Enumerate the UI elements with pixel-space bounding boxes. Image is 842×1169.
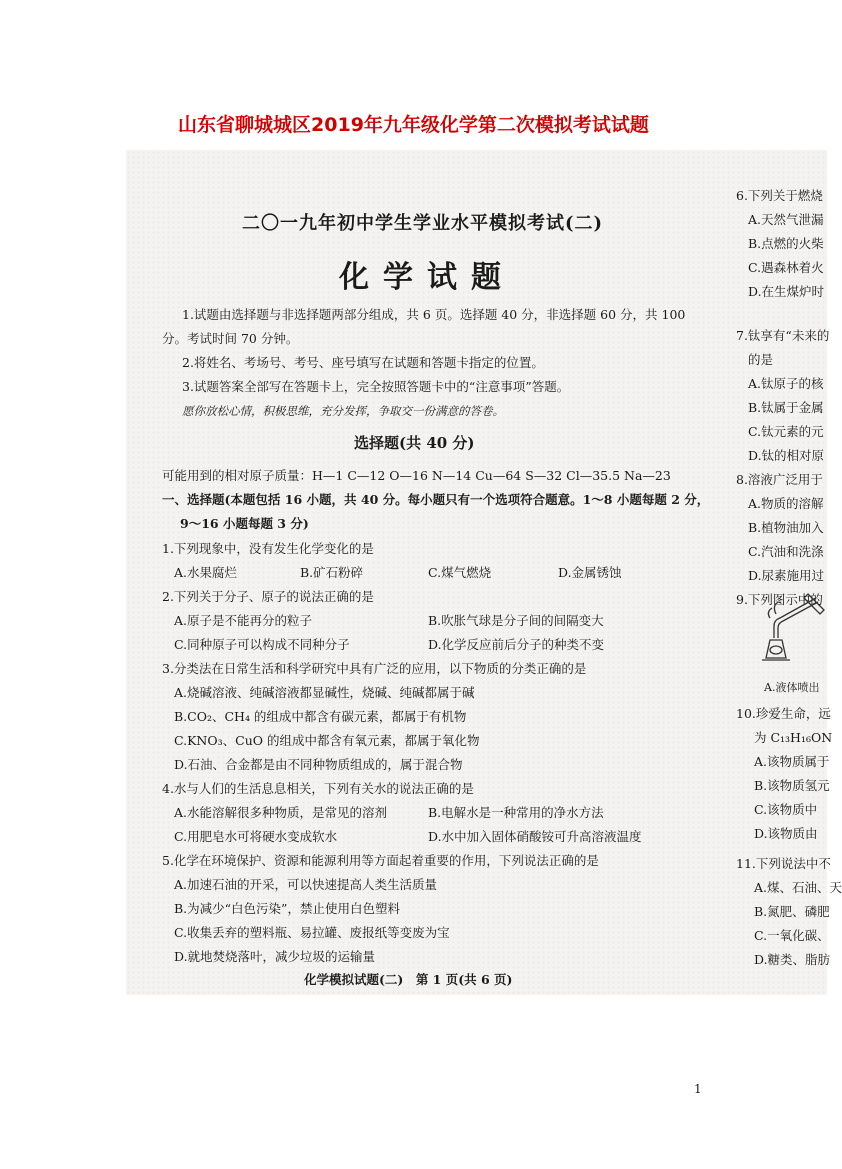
right-line: C.汽油和洗涤 bbox=[748, 544, 824, 559]
note-line: 分。考试时间 70 分钟。 bbox=[162, 331, 299, 346]
option: B.为减少“白色污染”，禁止使用白色塑料 bbox=[174, 901, 400, 916]
option: C.用肥皂水可将硬水变成软水 bbox=[174, 829, 338, 844]
option: D.就地焚烧落叶，减少垃圾的运输量 bbox=[174, 949, 376, 964]
right-line: 8.溶液广泛用于 bbox=[736, 472, 823, 487]
instruction-line: 9～16 小题每题 3 分) bbox=[180, 516, 309, 531]
option: B.CO₂、CH₄ 的组成中都含有碳元素，都属于有机物 bbox=[174, 709, 467, 724]
option: D.水中加入固体硝酸铵可升高溶液温度 bbox=[428, 829, 642, 844]
note-line: 1.试题由选择题与非选择题两部分组成，共 6 页。选择题 40 分，非选择题 60 分，共 100 bbox=[182, 307, 686, 322]
question-stem: 2.下列关于分子、原子的说法正确的是 bbox=[162, 589, 374, 604]
right-line: A.物质的溶解 bbox=[748, 496, 824, 511]
option: A.水果腐烂 bbox=[174, 565, 238, 580]
right-line: C.该物质中 bbox=[754, 802, 818, 817]
right-line: 9.下列图示中的 bbox=[736, 592, 823, 607]
right-line: D.糖类、脂肪 bbox=[754, 952, 831, 967]
right-line: 的是 bbox=[748, 352, 774, 367]
option: B.矿石粉碎 bbox=[300, 565, 364, 580]
question-stem: 5.化学在环境保护、资源和能源利用等方面起着重要的作用，下列说法正确的是 bbox=[162, 853, 599, 868]
section-title: 选择题(共 40 分) bbox=[354, 434, 475, 452]
right-line: C.钛元素的元 bbox=[748, 424, 824, 439]
right-line: B.植物油加入 bbox=[748, 520, 824, 535]
option: D.石油、合金都是由不同种物质组成的，属于混合物 bbox=[174, 757, 463, 772]
note-line: 2.将姓名、考场号、考号、座号填写在试题和答题卡指定的位置。 bbox=[182, 355, 544, 370]
right-line: D.尿素施用过 bbox=[748, 568, 825, 583]
atomic-masses: 可能用到的相对原子质量：H—1 C—12 O—16 N—14 Cu—64 S—32 Cl—35.5 Na—23 bbox=[162, 468, 671, 483]
option: A.原子是不能再分的粒子 bbox=[174, 613, 313, 628]
document-title: 山东省聊城城区2019年九年级化学第二次模拟考试试题 bbox=[178, 114, 649, 136]
option: C.煤气燃烧 bbox=[428, 565, 492, 580]
option: C.收集丢弃的塑料瓶、易拉罐、废报纸等变废为宝 bbox=[174, 925, 450, 940]
option: C.KNO₃、CuO 的组成中都含有氧元素，都属于氧化物 bbox=[174, 733, 480, 748]
option: A.加速石油的开采，可以快速提高人类生活质量 bbox=[174, 877, 438, 892]
right-line: D.钛的相对原 bbox=[748, 448, 825, 463]
left-column bbox=[126, 150, 710, 995]
right-line: B.氮肥、磷肥 bbox=[754, 904, 830, 919]
figure-caption: A.液体喷出 bbox=[764, 681, 820, 694]
right-line: B.该物质氢元 bbox=[754, 778, 830, 793]
right-line: D.该物质由 bbox=[754, 826, 818, 841]
instruction-line: 一、选择题(本题包括 16 小题，共 40 分。每小题只有一个选项符合题意。1～8 小题每题 2 分， bbox=[162, 492, 710, 507]
right-line: D.在生煤炉时 bbox=[748, 284, 825, 299]
scanned-exam-page bbox=[126, 150, 842, 995]
page-footer: 化学模拟试题(二) 第 1 页(共 6 页) bbox=[304, 972, 513, 987]
option: D.化学反应前后分子的种类不变 bbox=[428, 637, 605, 652]
option: D.金属锈蚀 bbox=[558, 565, 622, 580]
right-line: 6.下列关于燃烧 bbox=[736, 188, 823, 203]
lab-apparatus-illustration bbox=[756, 588, 827, 668]
right-line: 10.珍爱生命，远 bbox=[736, 706, 831, 721]
right-line: B.点燃的火柴 bbox=[748, 236, 824, 251]
note-line: 3.试题答案全部写在答题卡上，完全按照答题卡中的“注意事项”答题。 bbox=[182, 379, 570, 394]
exam-subtitle: 二〇一九年初中学生学业水平模拟考试(二) bbox=[242, 213, 604, 234]
option: C.同种原子可以构成不同种分子 bbox=[174, 637, 350, 652]
right-line: C.遇森林着火 bbox=[748, 260, 824, 275]
right-line: A.天然气泄漏 bbox=[748, 212, 824, 227]
exam-main-title: 化学试题 bbox=[339, 260, 515, 295]
question-stem: 3.分类法在日常生活和科学研究中具有广泛的应用，以下物质的分类正确的是 bbox=[162, 661, 587, 676]
option: A.水能溶解很多种物质，是常见的溶剂 bbox=[174, 805, 388, 820]
right-line: A.该物质属于 bbox=[754, 754, 830, 769]
option: B.电解水是一种常用的净水方法 bbox=[428, 805, 604, 820]
right-line: 为 C₁₃H₁₆ON bbox=[754, 730, 833, 745]
right-line: 7.钛享有“未来的 bbox=[736, 328, 830, 343]
page-number: 1 bbox=[694, 1082, 702, 1096]
right-line: B.钛属于金属 bbox=[748, 400, 824, 415]
question-stem: 1.下列现象中，没有发生化学变化的是 bbox=[162, 541, 374, 556]
right-line: 11.下列说法中不 bbox=[736, 856, 831, 871]
option: B.吹胀气球是分子间的间隔变大 bbox=[428, 613, 604, 628]
right-line: C.一氧化碳、 bbox=[754, 928, 830, 943]
right-column-cutoff bbox=[736, 150, 842, 995]
question-stem: 4.水与人们的生活息息相关，下列有关水的说法正确的是 bbox=[162, 781, 474, 796]
option: A.烧碱溶液、纯碱溶液都显碱性，烧碱、纯碱都属于碱 bbox=[174, 685, 475, 700]
encouragement: 愿你放松心情，积极思维，充分发挥，争取交一份满意的答卷。 bbox=[182, 404, 504, 418]
right-line: A.钛原子的核 bbox=[748, 376, 824, 391]
right-line: A.煤、石油、天 bbox=[754, 880, 842, 895]
